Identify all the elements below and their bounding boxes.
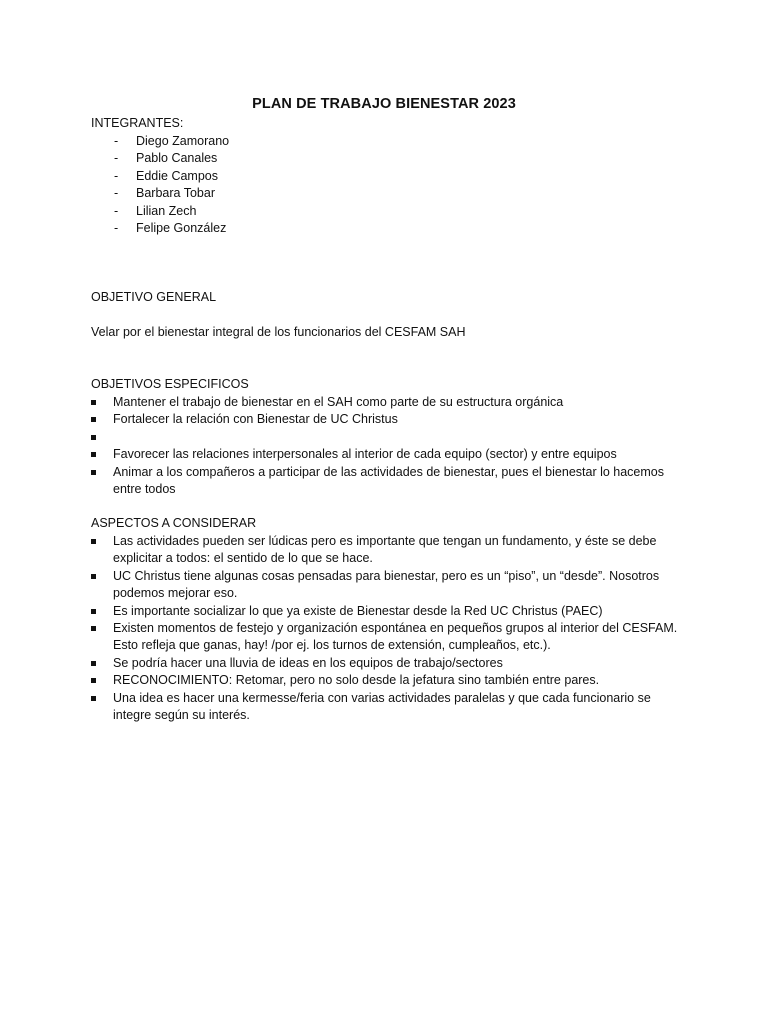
dash-marker: -: [114, 203, 119, 218]
list-item: [91, 568, 691, 603]
objetivo-item: Mantener el trabajo de bienestar en el SAH como parte de su estructura orgánica: [113, 395, 564, 409]
square-bullet-icon: [91, 678, 96, 683]
member-name: Diego Zamorano: [136, 134, 230, 148]
list-item: [91, 429, 691, 446]
aspecto-item: Existen momentos de festejo y organización espontánea en pequeños grupos al interior del CESFAM. Esto refleja que ganas, hay! /por ej. los turnos de extensión, cumpleaños, etc.).: [113, 621, 678, 653]
aspecto-item: Las actividades pueden ser lúdicas pero es importante que tengan un fundamento, y éste se debe explicitar a todos: el sentido de lo que se hace.: [113, 534, 657, 566]
list-item: [91, 150, 229, 167]
list-item: [91, 411, 691, 428]
list-item: [91, 168, 229, 185]
aspecto-item: UC Christus tiene algunas cosas pensadas para bienestar, pero es un “piso”, un “desde”. Nosotros podemos mejorar eso.: [113, 568, 660, 601]
dash-marker: -: [114, 220, 119, 235]
list-item: [91, 133, 229, 150]
member-name: Eddie Campos: [136, 168, 218, 183]
objetivos-especificos-list: [91, 394, 691, 498]
member-name: Barbara Tobar: [136, 186, 215, 201]
dash-marker: -: [114, 168, 119, 183]
square-bullet-icon: [91, 609, 96, 614]
objetivo-item: Animar a los compañeros a participar de las actividades de bienestar, pues el bienestar lo hacemos entre todos: [113, 464, 665, 497]
aspectos-heading: ASPECTOS A CONSIDERAR: [91, 516, 257, 530]
objetivo-item: Favorecer las relaciones interpersonales al interior de cada equipo (sector) y entre equipos: [113, 447, 617, 462]
objetivo-item: Fortalecer la relación con Bienestar de UC Christus: [113, 412, 398, 427]
list-item: [91, 464, 691, 499]
objetivo-general-heading: OBJETIVO GENERAL: [91, 290, 217, 304]
list-item: [91, 690, 691, 725]
dash-marker: -: [114, 186, 119, 201]
square-bullet-icon: [91, 417, 96, 422]
list-item: [91, 533, 691, 568]
square-bullet-icon: [91, 661, 96, 666]
square-bullet-icon: [91, 696, 96, 701]
square-bullet-icon: [91, 470, 96, 475]
aspecto-item: RECONOCIMIENTO: Retomar, pero no solo desde la jefatura sino también entre pares.: [113, 673, 600, 688]
integrantes-heading: INTEGRANTES:: [91, 116, 184, 130]
square-bullet-icon: [91, 574, 96, 579]
dash-marker: -: [114, 151, 119, 166]
square-bullet-icon: [91, 400, 96, 405]
list-item: [91, 446, 691, 463]
square-bullet-icon: [91, 435, 96, 440]
square-bullet-icon: [91, 626, 96, 631]
list-item: [91, 603, 691, 620]
list-item: [91, 220, 229, 237]
aspecto-item: Se podría hacer una lluvia de ideas en los equipos de trabajo/sectores: [113, 655, 503, 670]
member-name: Pablo Canales: [136, 151, 218, 166]
list-item: [91, 203, 229, 220]
dash-marker: -: [114, 134, 119, 148]
aspecto-item: Una idea es hacer una kermesse/feria con varias actividades paralelas y que cada funcionario se integre según su interés.: [113, 690, 651, 723]
list-item: [91, 185, 229, 202]
list-item: [91, 672, 691, 689]
list-item: [91, 620, 691, 655]
list-item: [91, 394, 691, 411]
aspecto-item: Es importante socializar lo que ya existe de Bienestar desde la Red UC Christus (PAEC): [113, 603, 603, 618]
document-title: PLAN DE TRABAJO BIENESTAR 2023: [252, 96, 516, 112]
members-list: [91, 133, 229, 237]
list-item: [91, 655, 691, 672]
objetivo-general-text: Velar por el bienestar integral de los funcionarios del CESFAM SAH: [91, 325, 466, 339]
member-name: Felipe González: [136, 220, 227, 235]
square-bullet-icon: [91, 452, 96, 457]
member-name: Lilian Zech: [136, 203, 197, 218]
objetivos-especificos-heading: OBJETIVOS ESPECIFICOS: [91, 377, 249, 391]
square-bullet-icon: [91, 539, 96, 544]
aspectos-list: [91, 533, 691, 724]
